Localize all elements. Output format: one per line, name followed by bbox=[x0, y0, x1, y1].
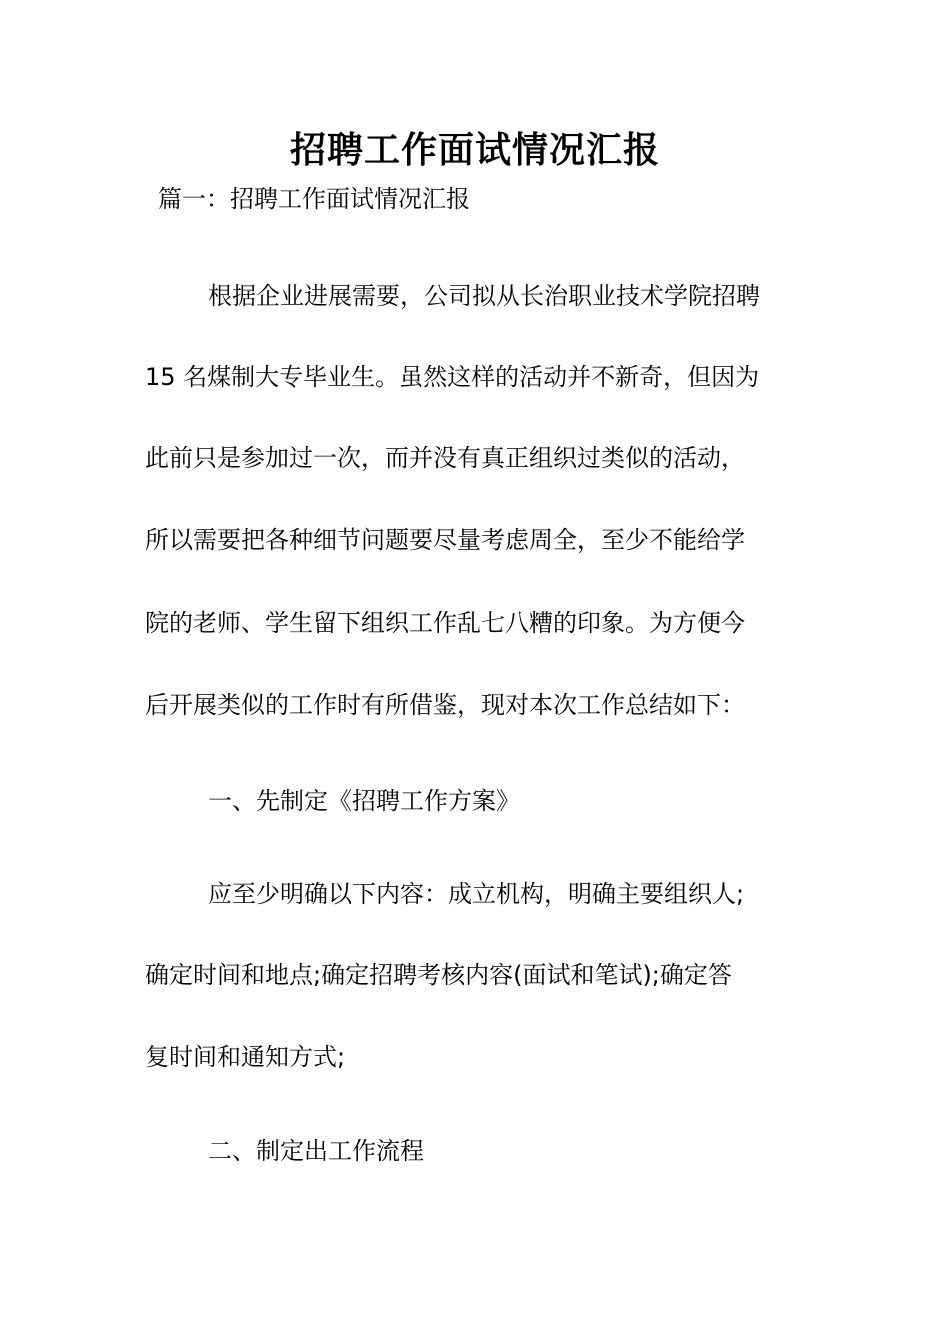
paragraph-line: 后开展类似的工作时有所借鉴，现对本次工作总结如下： bbox=[145, 691, 745, 719]
document-title: 招聘工作面试情况汇报 bbox=[289, 129, 660, 171]
document-subtitle: 篇一：招聘工作面试情况汇报 bbox=[158, 185, 470, 213]
paragraph-line: 15 名煤制大专毕业生。虽然这样的活动并不新奇，但因为 bbox=[145, 363, 760, 391]
paragraph-line: 所以需要把各种细节问题要尽量考虑周全，至少不能给学 bbox=[145, 526, 745, 554]
paragraph-line: 应至少明确以下内容：成立机构，明确主要组织人; bbox=[208, 880, 745, 908]
paragraph-line: 根据企业进展需要，公司拟从长治职业技术学院招聘 bbox=[208, 282, 760, 310]
paragraph-line: 确定时间和地点;确定招聘考核内容(面试和笔试);确定答 bbox=[145, 961, 732, 989]
section-heading: 一、先制定《招聘工作方案》 bbox=[208, 787, 520, 815]
section-heading: 二、制定出工作流程 bbox=[208, 1137, 424, 1165]
paragraph-line: 复时间和通知方式; bbox=[145, 1043, 346, 1071]
paragraph-line: 此前只是参加过一次，而并没有真正组织过类似的活动， bbox=[145, 444, 745, 472]
paragraph-line: 院的老师、学生留下组织工作乱七八糟的印象。为方便今 bbox=[145, 609, 745, 637]
